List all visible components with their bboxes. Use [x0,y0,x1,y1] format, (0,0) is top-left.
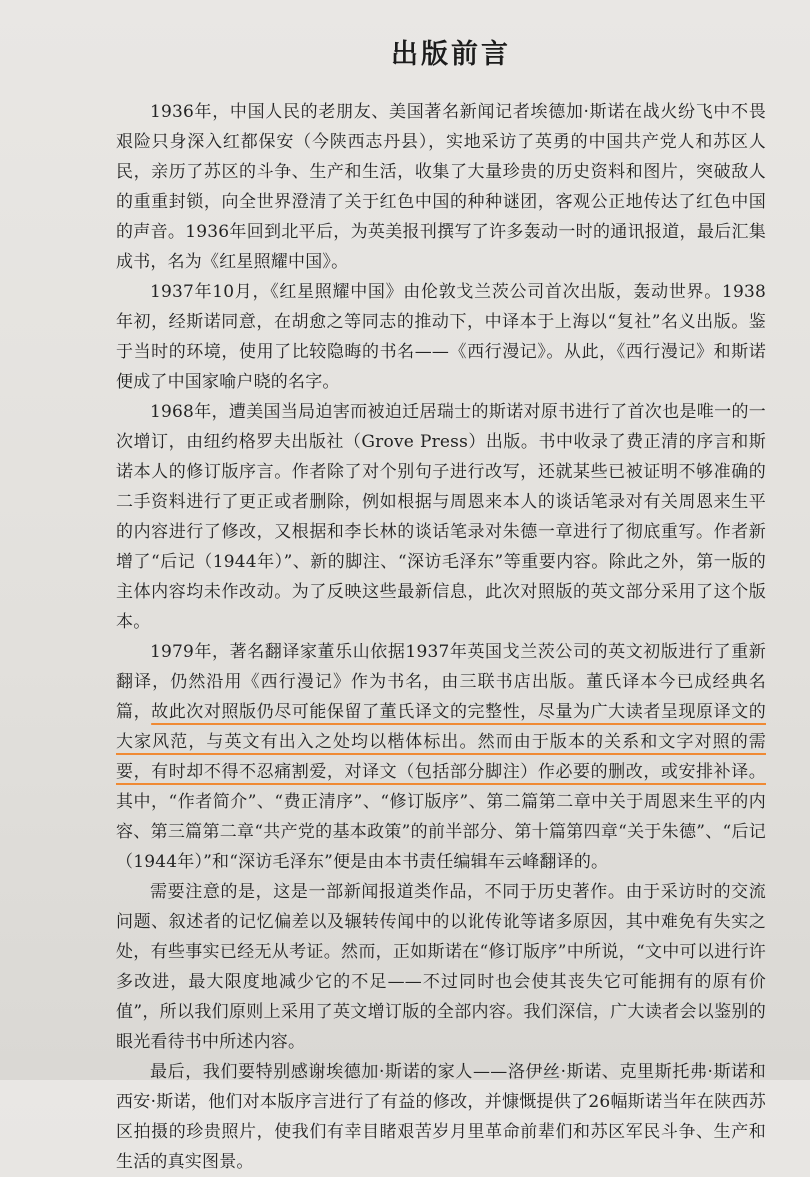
paragraph-2: 1937年10月，《红星照耀中国》由伦敦戈兰茨公司首次出版，轰动世界。1938年初，经斯诺同意，在胡愈之等同志的推动下，中译本于上海以“复社”名义出版。鉴于当时的环境，使用了比较隐晦的书名——《西行漫记》。从此，《西行漫记》和斯诺便成了中国家喻户晓的名字。 [116,282,766,392]
paragraph-4 [116,637,766,877]
paragraph-6: 最后，我们要特别感谢埃德加·斯诺的家人——洛伊丝·斯诺、克里斯托弗·斯诺和西安·斯诺，他们对本版序言进行了有益的修改，并慷慨提供了26幅斯诺当年在陕西苏区拍摄的珍贵照片，使我们有幸目睹艰苦岁月里革命前辈们和苏区军民斗争、生产和生活的真实图景。 [116,1062,766,1172]
paragraph-5: 需要注意的是，这是一部新闻报道类作品，不同于历史著作。由于采访时的交流问题、叙述者的记忆偏差以及辗转传闻中的以讹传讹等诸多原因，其中难免有失实之处，有些事实已经无从考证。然而，正如斯诺在“修订版序”中所说，“文中可以进行许多改进，最大限度地减少它的不足——不过同时也会使其丧失它可能拥有的原有价值”，所以我们原则上采用了英文增订版的全部内容。我们深信，广大读者会以鉴别的眼光看待书中所述内容。 [116,882,766,1052]
paragraph-1: 1936年，中国人民的老朋友、美国著名新闻记者埃德加·斯诺在战火纷飞中不畏艰险只身深入红都保安（今陕西志丹县），实地采访了英勇的中国共产党人和苏区人民，亲历了苏区的斗争、生产和生活，收集了大量珍贵的历史资料和图片，突破敌人的重重封锁，向全世界澄清了关于红色中国的种种谜团，客观公正地传达了红色中国的声音。1936年回到北平后，为英美报刊撰写了许多轰动一时的通讯报道，最后汇集成书，名为《红星照耀中国》。 [116,102,766,272]
paragraph-4-start: 1979年，著名翻译家董乐山依据1937年英国戈兰茨公司的英文初版进行了重新翻译，仍然沿用《西行漫记》作为书名，由三联书店出版。董氏译本今已成经典名篇， [116,642,766,722]
paragraph-4-end: 其中，“作者简介”、“费正清序”、“修订版序”、第二篇第二章中关于周恩来生平的内容、第三篇第二章“共产党的基本政策”的前半部分、第十篇第四章“关于朱德”、“后记（1944年）”和“深访毛泽东”便是由本书责任编辑车云峰翻译的。 [116,792,766,872]
page-title: 出版前言 [391,39,511,70]
underlined-passage: 故此次对照版仍尽可能保留了董氏译文的完整性，尽量为广大读者呈现原译文的大家风范，与英文有出入之处均以楷体标出。然而由于版本的关系和文字对照的需要，有时却不得不忍痛割爱，对译文（包括部分脚注）作必要的删改，或安排补译。 [116,702,766,782]
paragraph-3: 1968年，遭美国当局迫害而被迫迁居瑞士的斯诺对原书进行了首次也是唯一的一次增订，由纽约格罗夫出版社（Grove Press）出版。书中收录了费正清的序言和斯诺本人的修订版序言。作者除了对个别句子进行改写，还就某些已被证明不够准确的二手资料进行了更正或者删除，例如根据与周恩来本人的谈话笔录对有关周恩来生平的内容进行了修改，又根据和李长林的谈话笔录对朱德一章进行了彻底重写。作者新增了“后记（1944年）”、新的脚注、“深访毛泽东”等重要内容。除此之外，第一版的主体内容均未作改动。为了反映这些最新信息，此次对照版的英文部分采用了这个版本。 [116,402,766,632]
